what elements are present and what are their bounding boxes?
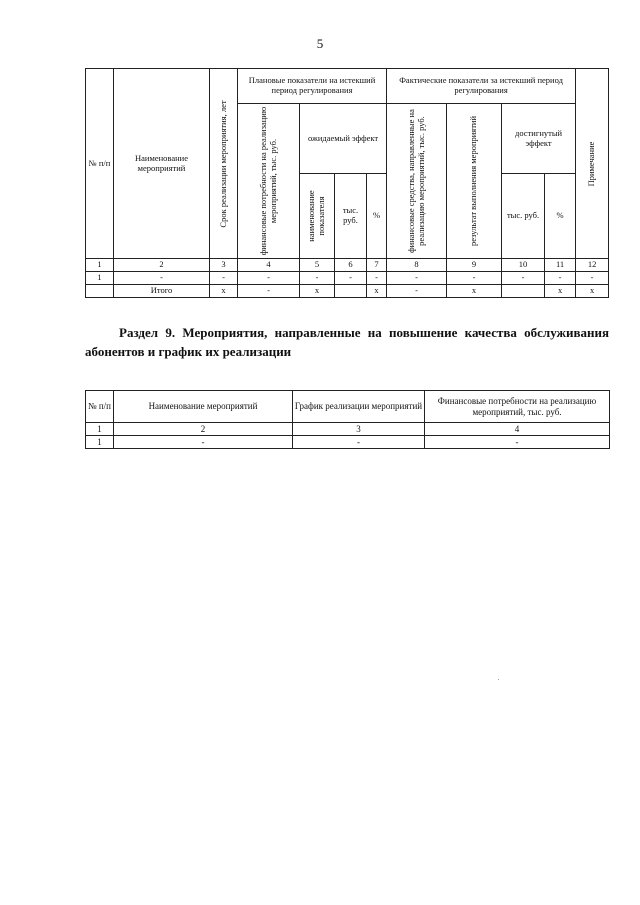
header-planned-group: Плановые показатели на истекший период регулирования bbox=[238, 69, 387, 104]
table-row: 1 - - - bbox=[86, 436, 610, 449]
header-planned-fin: финансовые потребности на реализацию мероприятий, тыс. руб. bbox=[238, 104, 300, 259]
header-achieved-effect: достигнутый эффект bbox=[502, 104, 576, 174]
header-note: Примечание bbox=[576, 69, 609, 259]
total-row: Итого x - x x - x x x bbox=[86, 285, 609, 298]
header-name: Наименование мероприятий bbox=[114, 69, 210, 259]
measures-results-table bbox=[85, 68, 609, 298]
header-indicator-name: наименование показателя bbox=[300, 174, 335, 259]
column-numbers-row: 1 2 3 4 5 6 7 8 9 10 11 12 bbox=[86, 259, 609, 272]
page-number: 5 bbox=[316, 36, 324, 51]
service-quality-measures-table bbox=[85, 390, 610, 449]
section-9-title: Раздел 9. Мероприятия, направленные на повышение качества обслуживания абонентов и график их реализации bbox=[85, 325, 609, 359]
header-term: Срок реализации мероприятия, лет bbox=[210, 69, 238, 259]
header-name: Наименование мероприятий bbox=[114, 391, 293, 423]
header-expected-effect: ожидаемый эффект bbox=[300, 104, 387, 174]
header-actual-percent: % bbox=[545, 174, 576, 259]
header-no: № п/п bbox=[86, 69, 114, 259]
header-actual-fin: финансовые средства, направленные на реализацию мероприятий, тыс. руб. bbox=[387, 104, 447, 259]
column-numbers-row: 1 2 3 4 bbox=[86, 423, 610, 436]
header-actual-thous-rub: тыс. руб. bbox=[502, 174, 545, 259]
scan-speck bbox=[498, 679, 499, 680]
header-thous-rub: тыс. руб. bbox=[335, 174, 367, 259]
header-fin: Финансовые потребности на реализацию мероприятий, тыс. руб. bbox=[425, 391, 610, 423]
header-schedule: График реализации мероприятий bbox=[293, 391, 425, 423]
header-result: результат выполнения мероприятий bbox=[447, 104, 502, 259]
header-actual-group: Фактические показатели за истекший период регулирования bbox=[387, 69, 576, 104]
header-percent: % bbox=[367, 174, 387, 259]
header-no: № п/п bbox=[86, 391, 114, 423]
table-row: 1 - - - - - - - - - - - bbox=[86, 272, 609, 285]
